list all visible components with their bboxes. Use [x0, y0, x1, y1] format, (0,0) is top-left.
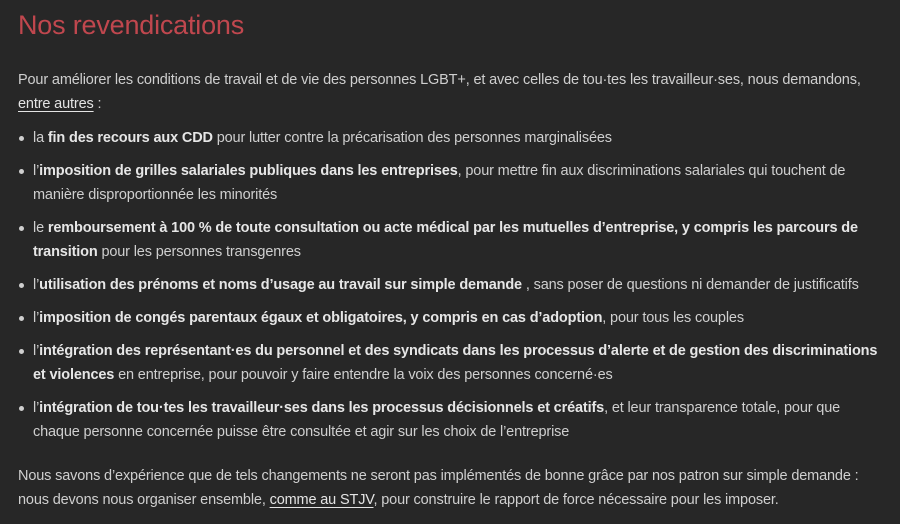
intro-text: Pour améliorer les conditions de travail et de vie des personnes LGBT+, et avec celles de tou·tes les travailleur·ses, nous demandons,	[18, 72, 861, 88]
list-item	[18, 273, 882, 297]
claim-bold: utilisation des prénoms et noms d’usage au travail sur simple demande	[39, 277, 522, 293]
claim-post: pour les personnes transgenres	[97, 244, 301, 260]
outro-paragraph	[18, 464, 882, 512]
claim-pre: l’	[33, 343, 40, 359]
claim-pre: le	[33, 220, 48, 236]
claim-bold: remboursement à 100 % de toute consultation ou acte médical par les mutuelles d’entreprise, y compris les parcours de transition	[33, 220, 858, 260]
claim-post: pour lutter contre la précarisation des personnes marginalisées	[212, 130, 612, 146]
claim-bold: imposition de congés parentaux égaux et obligatoires, y compris en cas d’adoption	[39, 310, 603, 326]
list-item	[18, 126, 882, 150]
claim-post: , pour tous les couples	[602, 310, 744, 326]
claim-pre: l’	[33, 277, 40, 293]
claim-post: , pour mettre fin aux discriminations salariales qui touchent de manière disproportionnée les minorités	[33, 163, 846, 203]
claim-pre: la	[33, 130, 48, 146]
claims-list	[18, 126, 882, 444]
claim-pre: l’	[33, 163, 40, 179]
claim-bold: intégration de tou·tes les travailleur·ses dans les processus décisionnels et créatifs	[39, 400, 605, 416]
list-item	[18, 339, 882, 387]
stjv-link[interactable]: comme au STJV	[269, 492, 374, 508]
claim-bold: intégration des représentant·es du personnel et des syndicats dans les processus d’alerte et de gestion des discriminations et violences	[33, 343, 878, 383]
list-item	[18, 159, 882, 207]
claim-pre: l’	[33, 310, 40, 326]
outro-suffix: , pour construire le rapport de force nécessaire pour les imposer.	[373, 492, 779, 508]
claim-post: en entreprise, pour pouvoir y faire entendre la voix des personnes concerné·es	[114, 367, 613, 383]
claim-bold: fin des recours aux CDD	[47, 130, 213, 146]
claim-bold: imposition de grilles salariales publiques dans les entreprises	[39, 163, 458, 179]
intro-paragraph	[18, 68, 882, 116]
claim-post: , sans poser de questions ni demander de justificatifs	[521, 277, 859, 293]
claim-pre: l’	[33, 400, 40, 416]
entre-autres-link[interactable]: entre autres	[18, 96, 94, 112]
outro-text: Nous savons d’expérience que de tels changements ne seront pas implémentés de bonne grâce par nos patron sur simple demande : nous devons nous organiser ensemble,	[18, 468, 859, 508]
section-title: Nos revendications	[18, 10, 245, 40]
claim-post: , et leur transparence totale, pour que chaque personne concernée puisse être consultée et agir sur les choix de l’entreprise	[33, 400, 841, 440]
list-item	[18, 396, 882, 444]
list-item	[18, 216, 882, 264]
list-item	[18, 306, 882, 330]
intro-suffix: :	[93, 96, 102, 112]
